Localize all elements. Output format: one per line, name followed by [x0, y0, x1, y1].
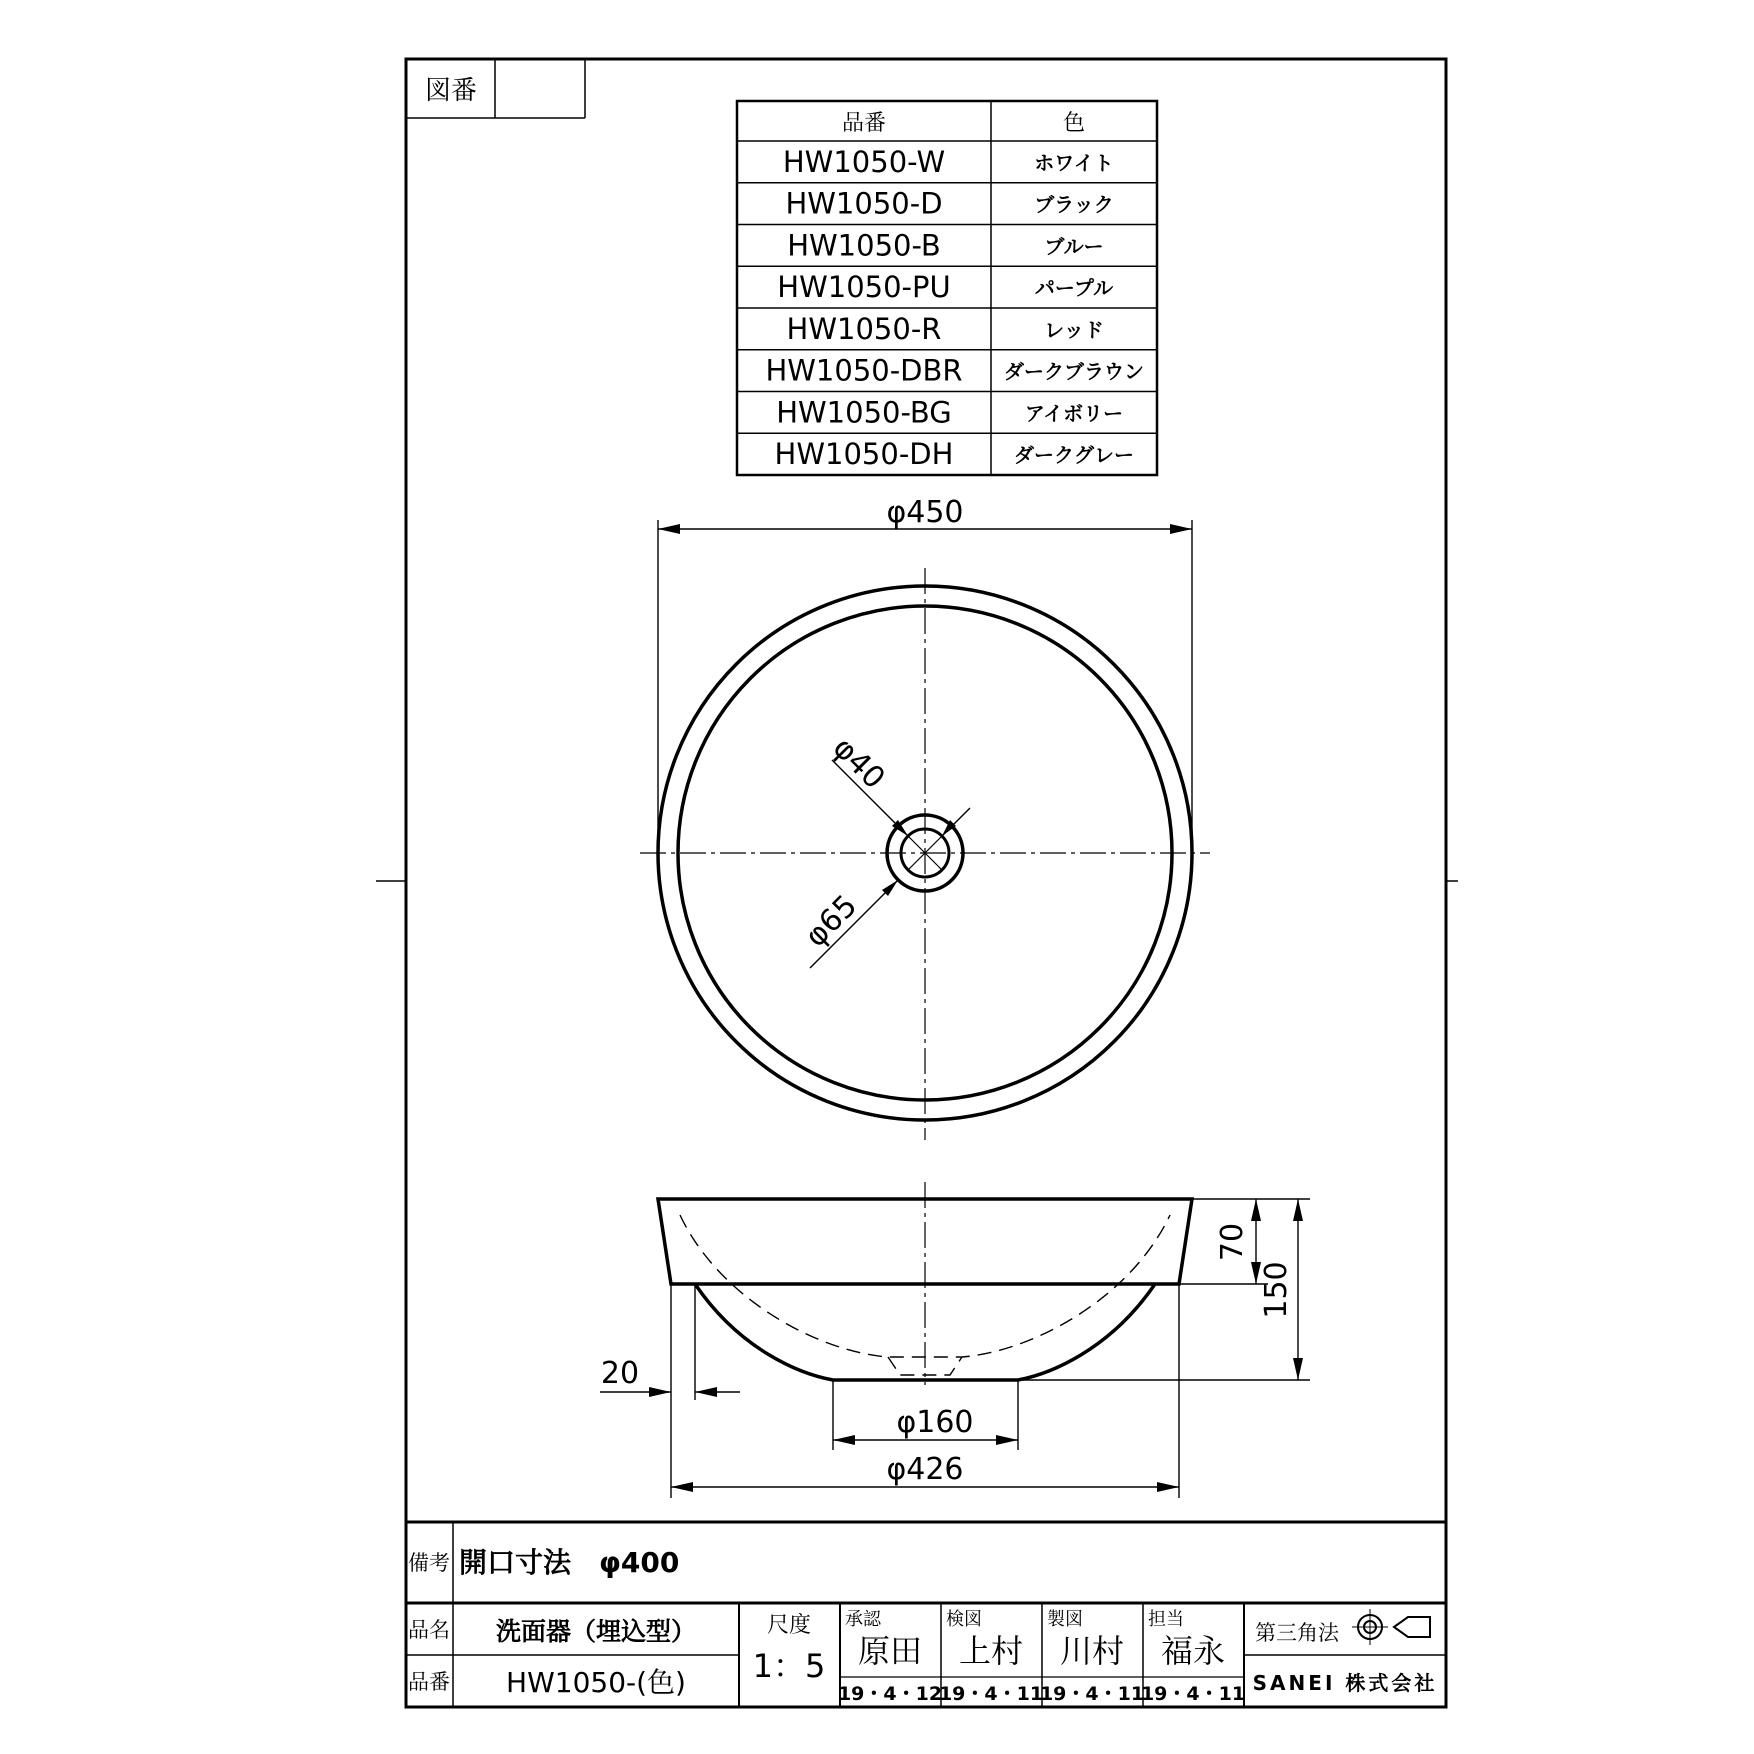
table-cell-part-no: HW1050-R [786, 311, 942, 346]
product-name-value: 洗面器（埋込型） [495, 1617, 697, 1646]
dim-height-total: 150 [1259, 1261, 1294, 1319]
table-cell-color: ダークブラウン [1004, 359, 1144, 384]
dim-drain-inner: φ40 [825, 730, 892, 797]
side-view [600, 1182, 1310, 1498]
approved-label: 承認 [845, 1609, 881, 1630]
dim-wall: 20 [600, 1356, 640, 1391]
scale-value: 1：5 [752, 1647, 826, 1685]
table-cell-color: ホワイト [1034, 150, 1114, 175]
scale-label: 尺度 [766, 1613, 812, 1638]
dim-height-upper: 70 [1215, 1222, 1250, 1262]
dim-outer-diameter: φ450 [886, 495, 964, 530]
table-cell-color: パープル [1034, 276, 1114, 301]
drawn-name: 川村 [1059, 1632, 1125, 1670]
remarks-row [406, 1522, 1446, 1603]
charge-label: 担当 [1148, 1609, 1184, 1630]
table-cell-part-no: HW1050-D [785, 186, 943, 221]
top-view [640, 495, 1210, 1140]
charge-date: 19・4・11 [1140, 1683, 1246, 1705]
title-block [406, 1603, 1446, 1707]
table-cell-color: ブルー [1044, 234, 1104, 259]
product-number-value: HW1050-(色) [506, 1666, 686, 1699]
drawing-number-label: 図番 [424, 76, 478, 106]
table-cell-part-no: HW1050-DBR [765, 353, 963, 388]
drawing-number-box [406, 59, 585, 118]
table-cell-color: ブラック [1034, 192, 1114, 217]
charge-name: 福永 [1160, 1632, 1226, 1670]
table-cell-part-no: HW1050-B [787, 228, 941, 263]
table-cell-part-no: HW1050-BG [776, 395, 952, 430]
table-cell-part-no: HW1050-PU [777, 270, 951, 305]
color-table [737, 101, 1157, 475]
checked-name: 上村 [958, 1632, 1024, 1670]
table-cell-color: ダークグレー [1014, 443, 1134, 468]
checked-date: 19・4・11 [938, 1683, 1044, 1705]
table-cell-color: アイボリー [1024, 401, 1124, 426]
projection-label: 第三角法 [1255, 1621, 1339, 1645]
product-name-label: 品名 [408, 1618, 450, 1642]
table-cell-color: レッド [1044, 317, 1104, 342]
drawn-date: 19・4・11 [1039, 1683, 1145, 1705]
dim-base-diameter: φ160 [896, 1405, 974, 1440]
approved-name: 原田 [857, 1632, 923, 1670]
approved-date: 19・4・12 [837, 1683, 943, 1705]
dim-drain-outer: φ65 [798, 888, 865, 955]
remarks-label: 備考 [408, 1551, 450, 1575]
company-name: SANEI 株式会社 [1252, 1671, 1438, 1695]
checked-label: 検図 [946, 1609, 982, 1630]
third-angle-projection-icon [1352, 1609, 1430, 1645]
dim-bottom-diameter: φ426 [886, 1452, 964, 1487]
table-header-part-no: 品番 [841, 111, 887, 136]
product-number-label: 品番 [408, 1670, 450, 1694]
table-cell-part-no: HW1050-DH [774, 437, 954, 472]
drawn-label: 製図 [1047, 1609, 1083, 1630]
table-header-color: 色 [1062, 111, 1086, 136]
table-cell-part-no: HW1050-W [782, 144, 946, 179]
remarks-text: 開口寸法 φ400 [459, 1546, 680, 1579]
